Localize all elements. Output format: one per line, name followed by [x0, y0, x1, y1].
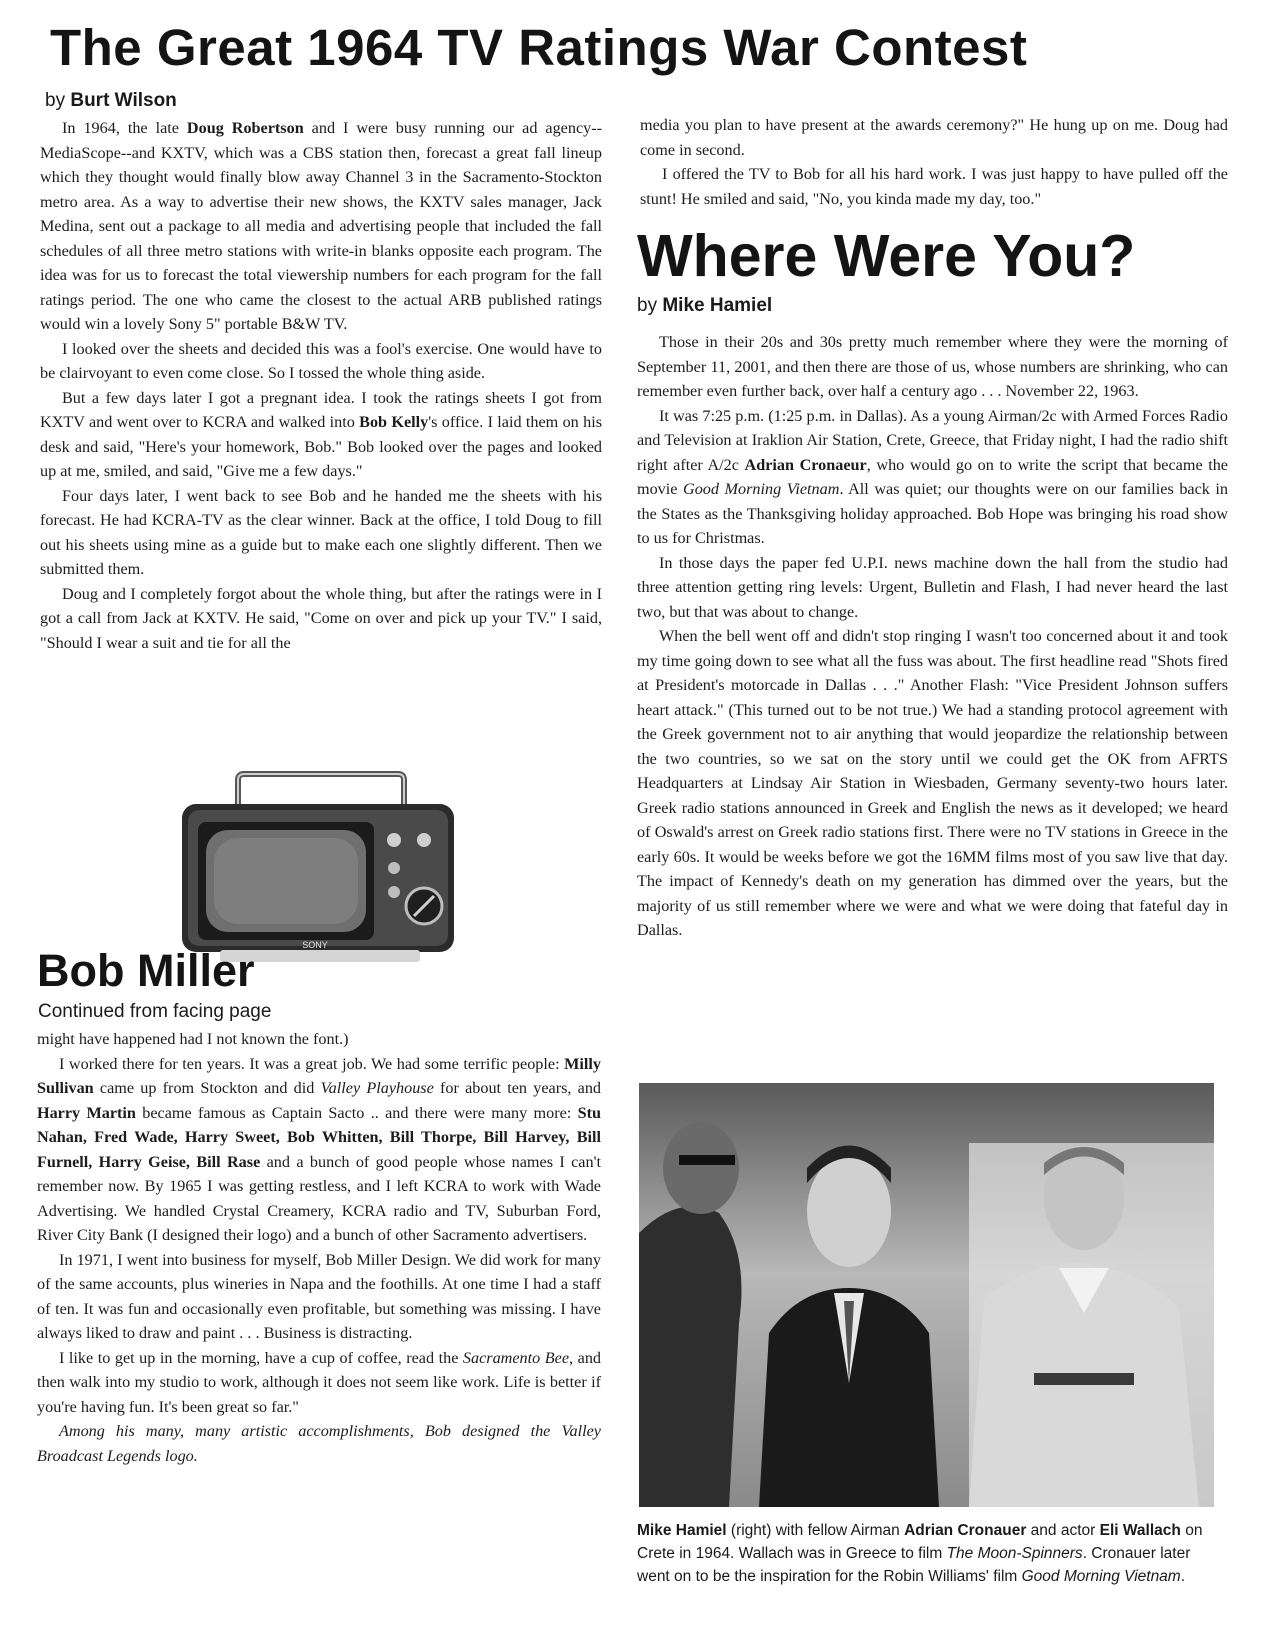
- paragraph: media you plan to have present at the awards ceremony?" He hung up on me. Doug had come in second.: [640, 116, 1228, 159]
- paragraph: In 1971, I went into business for myself, Bob Miller Design. We did work for many of the same accounts, plus wineries in Napa and the foothills. At one time I had a staff of ten. It was fun and occasionally even profitable, but something was missing. I have always liked to draw and paint . . . Business is distracting.: [37, 1250, 601, 1342]
- byline-author: Burt Wilson: [70, 90, 177, 111]
- paragraph: I like to get up in the morning, have a cup of coffee, read the Sacramento Bee, and then walk into my studio to work, although it does not seem like work. Life is better if you're having fun. It's been great so far.": [37, 1348, 602, 1416]
- tv-illustration: [180, 770, 458, 968]
- paragraph: I worked there for ten years. It was a great job. We had some terrific people: Milly Sullivan came up from Stockton and did Valley Playhouse for about ten years, and Harry Martin became famous as Captain Sacto .. and there were many more: Stu Nahan, Fred Wade, Harry Sweet, Bob Whitten, Bill Thorpe, Bill Harvey, Bill Furnell, Harry Geise, Bill Rase and a bunch of good people whose names I can't remember now. By 1965 I was getting restless, and I left KCRA to work with Wade Advertising. We handled Crystal Creamery, KCRA radio and TV, Suburban Ford, River City Bank (I designed their logo) and a bunch of other Sacramento advertisers.: [37, 1054, 602, 1244]
- paragraph: Doug and I completely forgot about the whole thing, but after the ratings were in I got a call from Jack at KXTV. He said, "Come on over and pick up your TV." I said, "Should I wear a suit and tie for all the: [40, 584, 602, 652]
- byline-prefix: by: [637, 295, 658, 316]
- article-byline: [45, 90, 177, 112]
- photo-caption: Mike Hamiel (right) with fellow Airman Adrian Cronauer and actor Eli Wallach on Crete in 1964. Wallach was in Greece to film The Moon-Spinners. Cronauer later went on to be the inspiration for the Robin Williams' film Good Morning Vietnam.: [637, 1522, 1203, 1585]
- sony-tv-photo: [180, 770, 458, 968]
- byline-prefix: by: [45, 90, 66, 111]
- paragraph: I looked over the sheets and decided this was a fool's exercise. One would have to be clairvoyant to even come close. So I tossed the whole thing aside.: [40, 339, 602, 382]
- section-title-bob-miller: Bob Miller: [37, 945, 255, 996]
- hamiel-cronauer-wallach-photo: [639, 1083, 1214, 1507]
- paragraph: Those in their 20s and 30s pretty much remember where they were the morning of September 11, 2001, and then there are those of us, whose numbers are shrinking, who can remember even further back, over half a century ago . . . November 22, 1963.: [637, 333, 1228, 400]
- paragraph: Four days later, I went back to see Bob and he handed me the sheets with his forecast. He had KCRA-TV as the clear winner. Back at the office, I told Doug to fill out his sheets using mine as a guide but to make each one slightly different. Then we submitted them.: [40, 486, 602, 578]
- section-subtitle: Continued from facing page: [38, 1001, 272, 1022]
- photo-illustration: [639, 1083, 1214, 1507]
- article-continuation: [640, 113, 1228, 211]
- byline-author: Mike Hamiel: [662, 295, 773, 316]
- tv-brand-label: SONY: [302, 940, 328, 950]
- where-were-you-body: [637, 330, 1228, 943]
- paragraph: I offered the TV to Bob for all his hard work. I was just happy to have pulled off the stunt! He smiled and said, "No, you kinda made my day, too.": [640, 165, 1228, 208]
- paragraph: In those days the paper fed U.P.I. news machine down the hall from the studio had three attention getting ring levels: Urgent, Bulletin and Flash, I had never heard the last two, but that was about to change.: [637, 553, 1228, 621]
- paragraph: But a few days later I got a pregnant idea. I took the ratings sheets I got from KXTV and went over to KCRA and walked into Bob Kelly's office. I laid them on his desk and said, "Here's your homework, Bob." Bob looked over the pages and looked up at me, smiled, and said, "Give me a few days.": [40, 388, 602, 480]
- paragraph: In 1964, the late Doug Robertson and I were busy running our ad agency--MediaScope--and KXTV, which was a CBS station then, forecast a great fall lineup which they thought would finally blow away Channel 3 in the Sacramento-Stockton metro area. As a way to advertise their new shows, the KXTV sales manager, Jack Medina, sent out a package to all media and advertising people that included the fall schedules of all three metro stations with write-in blanks opposite each program. The idea was for us to forecast the total viewership numbers for each program for the fall ratings period. The one who came the closest to the actual ARB published ratings would win a lovely Sony 5" portable B&W TV.: [40, 119, 603, 333]
- article-byline: [637, 295, 772, 317]
- paragraph: might have happened had I not known the font.): [37, 1030, 349, 1048]
- article-headline: The Great 1964 TV Ratings War Contest: [50, 19, 1028, 76]
- paragraph: When the bell went off and didn't stop ringing I wasn't too concerned about it and took my time going down to see what all the fuss was about. The first headline read "Shots fired at President's motorcade in Dallas . . ." Another Flash: "Vice President Johnson suffers heart attack." (This turned out to be not true.) We had a standing protocol agreement with the Greek government not to air anything that would jeopardize the relationship between the two countries, so we sat on the story until we could get the OK from AFRTS Headquarters at Lindsay Air Station in Wiesbaden, Germany seventy-two hours later. Greek radio stations announced in Greek and English the news as it developed; we heard of Oswald's arrest on Greek radio stations first. There were no TV stations in Greece in the early 60s. It would be weeks before we got the 16MM films most of you saw live that day. The impact of Kennedy's death on my generation has dimmed over the years, but the majority of us still remember where we were and what we were doing that fateful day in Dallas.: [637, 627, 1228, 939]
- article-body-left: [40, 116, 602, 655]
- paragraph: It was 7:25 p.m. (1:25 p.m. in Dallas). As a young Airman/2c with Armed Forces Radio and Television at Iraklion Air Station, Crete, Greece, that Friday night, I had the radio shift right after A/2c Adrian Cronaeur, who would go on to write the script that became the movie Good Morning Vietnam. All was quiet; our thoughts were on our families back in the States as the Thanksgiving holiday approached. Bob Hope was bringing his road show to us for Christmas.: [637, 406, 1228, 547]
- section-title-where-were-you: Where Were You?: [637, 223, 1136, 289]
- paragraph-credit: Among his many, many artistic accomplishments, Bob designed the Valley Broadcast Legends logo.: [37, 1422, 601, 1465]
- bob-miller-body: [37, 1027, 601, 1468]
